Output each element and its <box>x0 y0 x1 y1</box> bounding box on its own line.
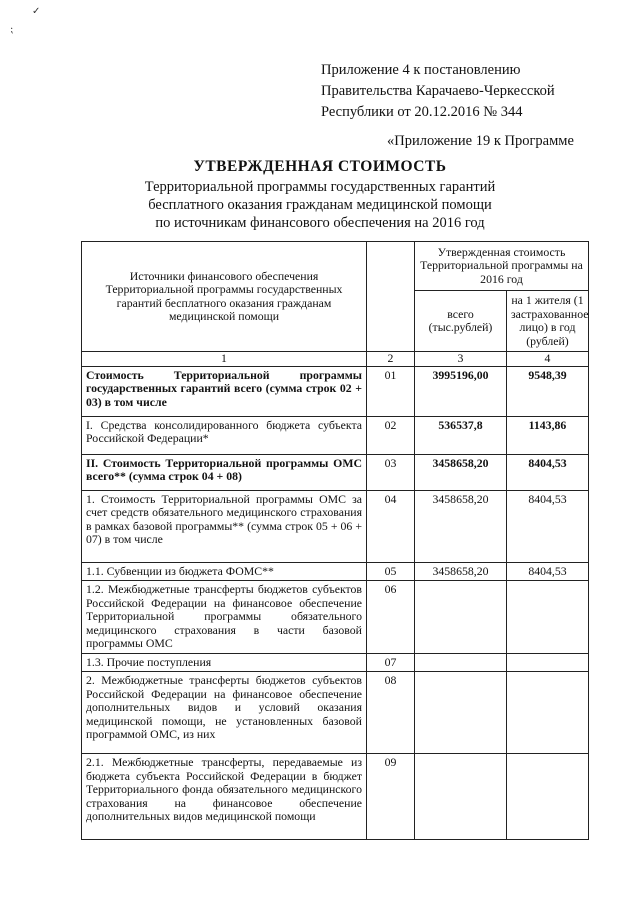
table-row <box>82 490 589 562</box>
table-row <box>82 562 589 581</box>
row-per-person <box>507 672 589 754</box>
row-code: 09 <box>367 754 415 840</box>
column-number: 1 <box>82 352 367 367</box>
row-code: 08 <box>367 672 415 754</box>
column-number: 3 <box>415 352 507 367</box>
appendix-line: Правительства Карачаево-Черкесской <box>321 83 555 99</box>
appendix-header <box>321 60 555 123</box>
table-row <box>82 454 589 490</box>
table-row <box>82 366 589 416</box>
row-total: 3995196,00 <box>415 366 507 416</box>
scan-mark: ✓ <box>32 6 41 17</box>
row-per-person: 8404,53 <box>507 562 589 581</box>
cost-table <box>81 241 589 840</box>
column-number: 2 <box>367 352 415 367</box>
row-total: 3458658,20 <box>415 562 507 581</box>
table-header-row <box>82 242 589 291</box>
column-number: 4 <box>507 352 589 367</box>
program-reference: «Приложение 19 к Программе <box>387 133 574 149</box>
row-total: 536537,8 <box>415 416 507 454</box>
row-code: 01 <box>367 366 415 416</box>
subtitle-line: Территориальной программы государственных гарантий <box>144 179 496 195</box>
table-body <box>82 366 589 840</box>
row-per-person: 8404,53 <box>507 454 589 490</box>
header-code <box>367 242 415 352</box>
row-source-name: 2.1. Межбюджетные трансферты, передаваемые из бюджета субъекта Российской Федерации в бюджет Территориального фонда обязательного медицинского страхования на финансовое обеспечение дополнительных видов медицинской помощи <box>82 754 367 840</box>
row-source-name: 1.2. Межбюджетные трансферты бюджетов субъектов Российской Федерации на финансовое обеспечение Территориальной программы обязательного медицинского страхования в части базовой программы ОМС <box>82 581 367 654</box>
row-source-name: 1.1. Субвенции из бюджета ФОМС** <box>82 562 367 581</box>
row-code: 02 <box>367 416 415 454</box>
appendix-line: Республики от 20.12.2016 № 344 <box>321 104 523 120</box>
row-per-person: 9548,39 <box>507 366 589 416</box>
row-source-name: I. Средства консолидированного бюджета субъекта Российской Федерации* <box>82 416 367 454</box>
row-source-name: II. Стоимость Территориальной программы ОМС всего** (сумма строк 04 + 08) <box>82 454 367 490</box>
row-code: 05 <box>367 562 415 581</box>
row-total: 3458658,20 <box>415 454 507 490</box>
row-code: 03 <box>367 454 415 490</box>
row-per-person <box>507 754 589 840</box>
row-per-person: 1143,86 <box>507 416 589 454</box>
row-total <box>415 653 507 672</box>
row-source-name: Стоимость Территориальной программы государственных гарантий всего (сумма строк 02 + 03) в том числе <box>82 366 367 416</box>
row-total <box>415 754 507 840</box>
header-total: всего (тыс.рублей) <box>415 291 507 352</box>
row-total: 3458658,20 <box>415 490 507 562</box>
table-row <box>82 754 589 840</box>
row-code: 06 <box>367 581 415 654</box>
table-row <box>82 581 589 654</box>
subtitle-line: бесплатного оказания гражданам медицинской помощи <box>148 197 492 213</box>
row-per-person <box>507 653 589 672</box>
document-subtitle <box>0 178 640 232</box>
table-row <box>82 653 589 672</box>
subtitle-line: по источникам финансового обеспечения на 2016 год <box>155 215 485 231</box>
scan-mark: ⁏ <box>10 24 14 35</box>
row-total <box>415 672 507 754</box>
row-code: 04 <box>367 490 415 562</box>
row-total <box>415 581 507 654</box>
row-code: 07 <box>367 653 415 672</box>
table-row <box>82 416 589 454</box>
row-per-person: 8404,53 <box>507 490 589 562</box>
document-title: УТВЕРЖДЕННАЯ СТОИМОСТЬ <box>193 158 447 175</box>
column-number-row <box>82 352 589 367</box>
appendix-line: Приложение 4 к постановлению <box>321 62 521 78</box>
header-per-person: на 1 жителя (1 застрахованное лицо) в год (рублей) <box>507 291 589 352</box>
table-row <box>82 672 589 754</box>
header-approved-cost: Утвержденная стоимость Территориальной программы на 2016 год <box>415 242 589 291</box>
row-source-name: 2. Межбюджетные трансферты бюджетов субъектов Российской Федерации на финансовое обеспечение дополнительных видов и условий оказания медицинской помощи, не установленных базовой программой ОМС, из них <box>82 672 367 754</box>
row-per-person <box>507 581 589 654</box>
header-sources: Источники финансового обеспечения Территориальной программы государственных гарантий бесплатного оказания гражданам медицинской помощи <box>82 242 367 352</box>
row-source-name: 1.3. Прочие поступления <box>82 653 367 672</box>
row-source-name: 1. Стоимость Территориальной программы ОМС за счет средств обязательного медицинского страхования в рамках базовой программы** (сумма строк 05 + 06 + 07) в том числе <box>82 490 367 562</box>
